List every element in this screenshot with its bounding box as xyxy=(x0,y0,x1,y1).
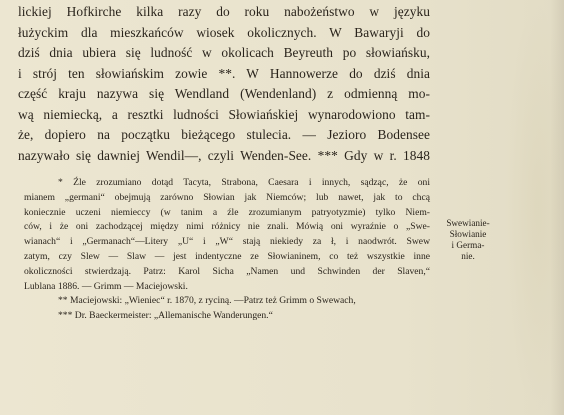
footnote-line: * Źle zrozumiano dotąd Tacyta, Strabona, Caesara i innych, sądząc, że oni xyxy=(58,177,430,188)
footnote-line: Lublana 1886. — Grimm — Maciejowski. xyxy=(24,280,188,292)
footnote-line: zatym, czy Slew — Slaw — jest indentyczne ze Słowianinem, co też wszystkie inne xyxy=(24,250,430,262)
main-text-line: że, dopiero na początku bieżącego stulecia. — Jezioro Bodensee xyxy=(18,127,430,142)
main-text-line: dziś dnia ubiera się ludność w okolicach Beyreuth po słowiańsku, xyxy=(18,45,430,60)
footnote-line: ** Maciejowski: „Wieniec“ r. 1870, z ryciną. —Patrz też Grimm o Swewach, xyxy=(58,295,356,307)
main-text-line: wą niemiecką, a resztki ludności Słowiańskiej wynarodowiono tam- xyxy=(18,106,430,122)
main-text-line: lickiej Hofkirche kilka razy do roku nabożeństwo w języku xyxy=(18,4,430,19)
footnote-line: ców, i że oni zachodzącej między nimi różnicy nie znali. Mówią oni wyraźnie o „Swe- xyxy=(24,221,430,233)
page-edge-shadow xyxy=(550,0,564,415)
main-text-line: i strój ten słowiańskim zowie **. W Hannowerze do dziś dnia xyxy=(18,65,430,81)
footnote-line: wianach“ i „Germanach“—Litery „U“ i „W“ stają niekiedy za ł, i naodwrót. Swew xyxy=(24,236,430,248)
marginal-note-line: Swewianie- xyxy=(446,218,490,228)
marginal-note xyxy=(432,218,504,262)
main-text-line: łużyckim dla mieszkańców wiosek okolicznych. W Bawaryji do xyxy=(18,24,430,40)
main-text-line: nazywało się dawniej Wendil—, czyli Wenden-See. *** Gdy w r. 1848 xyxy=(18,147,430,163)
marginal-note-line: nie. xyxy=(461,251,475,261)
marginal-note-line: Słowianie xyxy=(449,229,487,239)
footnote-line: okoliczności stwierdzają. Patrz: Karol Sicha „Namen und Schwinden der Slaven,“ xyxy=(24,265,430,277)
footnote-line: mianem „germani“ obejmują zarówno Słowian jak Niemców; lub nawet, jak to chcą xyxy=(24,191,430,203)
footnotes-block xyxy=(24,176,430,324)
footnote-line: koniecznie uczeni niemieccy (w tanim a źle zrozumianym patryotyzmie) tylko Niem- xyxy=(24,206,430,218)
footnote-line: *** Dr. Baeckermeister: „Allemanische Wanderungen.“ xyxy=(58,310,273,322)
marginal-note-line: i Germa- xyxy=(451,240,485,250)
main-text-line: część kraju nazywa się Wendland (Wendenland) z odmienną mo- xyxy=(18,86,430,101)
main-text-block xyxy=(18,2,430,166)
